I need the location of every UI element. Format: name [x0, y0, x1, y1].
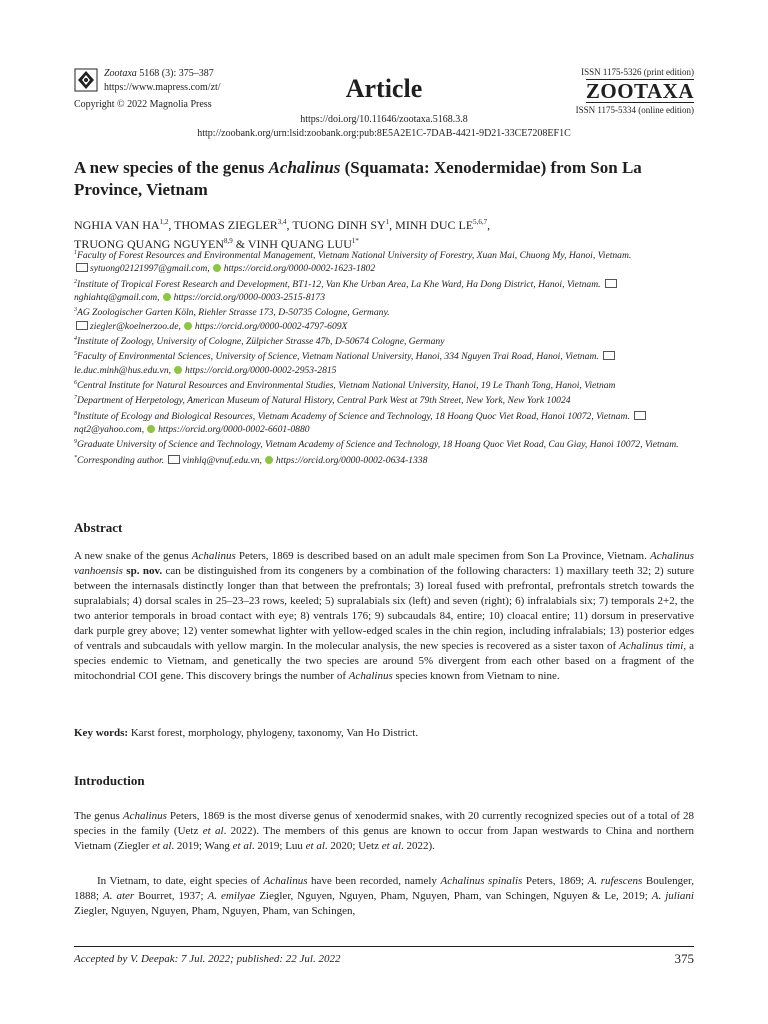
abstract-genus: Achalinus — [191, 550, 236, 562]
orcid-link[interactable]: https://orcid.org/0000-0002-4797-609X — [194, 320, 348, 332]
intro-genus: Achalinus — [122, 810, 167, 822]
author-name: MINH DUC LE — [395, 218, 474, 232]
intro-run: . 2019; Luu — [251, 840, 306, 852]
acceptance-note: Accepted by V. Deepak: 7 Jul. 2022; published: 22 Jul. 2022 — [74, 953, 341, 965]
title-genus: Achalinus — [268, 158, 341, 177]
intro-et-al: et al — [305, 840, 325, 852]
affiliation-2 — [74, 276, 694, 305]
affiliation-8 — [74, 408, 694, 437]
author-separator: , — [286, 218, 293, 232]
author-name: NGHIA VAN HA — [74, 218, 160, 232]
copyright-line: Copyright © 2022 Magnolia Press — [74, 99, 212, 110]
orcid-icon — [265, 456, 273, 464]
intro-species: A. ater — [103, 890, 135, 902]
email-icon — [76, 263, 88, 272]
email-link[interactable]: vinhlq@vnuf.edu.vn, — [182, 454, 262, 466]
intro-run: In Vietnam, to date, eight species of — [97, 875, 264, 887]
email-link[interactable]: ziegler@koelnerzoo.de, — [90, 320, 181, 332]
author-name: VINH QUANG LUU — [247, 237, 352, 251]
intro-et-al: et al — [232, 840, 252, 852]
intro-run: Boulenger, 1888; — [74, 875, 694, 902]
abstract-text — [74, 549, 694, 684]
affil-text: Institute of Zoology, University of Cologne, Zülpicher Strasse 47b, D-50674 Cologne, Germany — [77, 335, 445, 347]
author-affil-sup: 1* — [351, 237, 359, 245]
affil-text: Institute of Tropical Forest Research and Development, BT1-12, Van Khe Urban Area, La Khe Ward, Ha Dong District, Hanoi, Vietnam. — [77, 278, 601, 290]
corresponding-author — [74, 452, 694, 467]
journal-website-link[interactable]: https://www.mapress.com/zt/ — [104, 82, 221, 93]
affil-sup: 4 — [74, 335, 77, 342]
intro-genus: Achalinus — [263, 875, 308, 887]
email-icon — [603, 351, 615, 360]
intro-run: Ziegler, Nguyen, Nguyen, Pham, Nguyen, Pham, van Schingen, — [74, 905, 356, 917]
author-affil-sup: 1,2 — [159, 218, 169, 226]
affil-text: AG Zoologischer Garten Köln, Riehler Strasse 173, D-50735 Cologne, Germany. — [77, 307, 390, 319]
intro-run: . 2020; Uetz — [324, 840, 382, 852]
intro-run: Peters, 1869; — [522, 875, 588, 887]
affiliation-3 — [74, 304, 694, 319]
orcid-icon — [147, 425, 155, 433]
introduction-paragraph-1 — [74, 809, 694, 854]
article-links — [0, 113, 768, 141]
abstract-run: Peters, 1869 is described based on an adult male specimen from Son La Province, Vietnam. — [235, 550, 650, 562]
article-type-heading: Article — [345, 74, 423, 103]
abstract-species-timi: Achalinus timi — [619, 640, 684, 652]
orcid-icon — [213, 264, 221, 272]
intro-run: . 2019; Wang — [171, 840, 233, 852]
author-separator: , — [168, 218, 175, 232]
zoobank-link[interactable]: http://zoobank.org/urn:lsid:zoobank.org:pub:8E5A2E1C-7DAB-4421-9D21-33CE7208EF1C — [197, 128, 571, 139]
affiliation-4 — [74, 333, 694, 348]
author-separator: , — [389, 218, 396, 232]
intro-species: Achalinus spinalis — [440, 875, 523, 887]
orcid-icon — [174, 366, 182, 374]
issn-print: ISSN 1175-5326 (print edition) — [581, 67, 694, 77]
footer-rule — [74, 946, 694, 947]
journal-volume: 5168 (3): 375–387 — [139, 68, 214, 79]
intro-et-al: et al — [381, 840, 401, 852]
intro-run: . 2022). — [401, 840, 435, 852]
affil-text: Faculty of Forest Resources and Environmental Management, Vietnam National University of Forestry, Xuan Mai, Chuong My, Hanoi, Vietnam. — [77, 250, 632, 262]
title-text-2: (Squamata: Xenodermidae) from Son La Province, Vietnam — [74, 158, 642, 199]
intro-species: A. juliani — [651, 890, 694, 902]
keywords — [74, 726, 694, 741]
orcid-icon — [163, 293, 171, 301]
abstract-run: can be distinguished from its congeners by a combination of the following characters: 1) maxillary teeth 32; 2) suture between the internasals distinctly longer than that between the prefrontals; 3) loreal fused with prefrontal, prefrontals stretch towards the supralabials; 4) dorsal scales in 25–23–23 rows, keeled; 5) supralabials six (left) and seven (right); 6) infralabials six; 7) temporals 2+2, the two anterior temporals in broad contact with eye; 8) ventrals 176; 9) subcaudals 84, entire; 10) cloacal entire; 11) dorsum in preservative dark purple grey above; 12) venter somewhat lighter with yellow-edged scales in the chin region, including infralabials; 13) posterior edges of ventrals and subcaudals with yellow margin. In the molecular analysis, the new species is recovered as a sister taxon of — [74, 565, 694, 652]
keywords-label: Key words: — [74, 727, 129, 739]
intro-run: . 2022). The members of this genus are known to occur from Japan westwards to China and northern Vietnam (Ziegler — [74, 825, 694, 852]
affiliation-3-contact — [74, 320, 694, 333]
orcid-link[interactable]: https://orcid.org/0000-0002-2953-2815 — [185, 364, 337, 376]
abstract-species-name: Achalinus vanhoensis — [74, 550, 694, 577]
intro-species: A. emilyae — [207, 890, 256, 902]
intro-species: A. rufescens — [587, 875, 643, 887]
email-link[interactable]: le.duc.minh@hus.edu.vn, — [74, 364, 172, 376]
affil-text: Central Institute for Natural Resources and Environmental Studies, Vietnam National University, Hanoi, 19 Le Thanh Tong, Hanoi, Vietnam — [77, 379, 616, 391]
abstract-run: species known from Vietnam to nine. — [392, 670, 560, 682]
affil-sup: 3 — [74, 307, 77, 314]
abstract-heading: Abstract — [74, 520, 123, 535]
affil-text: Corresponding author. — [77, 454, 165, 466]
orcid-link[interactable]: https://orcid.org/0000-0002-0634-1338 — [275, 454, 428, 466]
affil-text: Graduate University of Science and Technology, Vietnam Academy of Science and Technology, 18 Hoang Quoc Viet Road, Cau Giay, Hanoi 10072, Vietnam. — [77, 439, 679, 451]
affil-text: Faculty of Environmental Sciences, University of Science, Vietnam National University, Hanoi, 334 Nguyen Trai Road, Hanoi, Vietnam. — [77, 351, 599, 363]
affiliation-7 — [74, 392, 694, 407]
affiliation-6 — [74, 377, 694, 392]
orcid-icon — [184, 322, 192, 330]
author-affil-sup: 8,9 — [224, 237, 233, 245]
intro-et-al: et al — [152, 840, 172, 852]
author-name: TUONG DINH SY — [292, 218, 386, 232]
affil-text: Department of Herpetology, American Museum of Natural History, Central Park West at 79th Street, New York, New York 10024 — [77, 395, 571, 407]
email-link[interactable]: nqt2@yahoo.com, — [74, 423, 145, 435]
affiliation-1 — [74, 247, 694, 262]
affil-sup: 5 — [74, 351, 77, 358]
journal-name: Zootaxa — [104, 68, 137, 79]
abstract-sp-nov: sp. nov. — [126, 565, 163, 577]
affil-sup: 9 — [74, 439, 77, 446]
author-separator: & — [232, 237, 248, 251]
affil-sup: 7 — [74, 395, 77, 402]
abstract-run: A new snake of the genus — [74, 550, 192, 562]
affil-sup: 6 — [74, 379, 77, 386]
affil-text: Institute of Ecology and Biological Resources, Vietnam Academy of Science and Technology, 18 Hoang Quoc Viet Road, Hanoi 10072, Vietnam. — [77, 410, 630, 422]
orcid-link[interactable]: https://orcid.org/0000-0002-1623-1802 — [223, 263, 376, 275]
affil-sup: 8 — [74, 410, 77, 417]
email-link[interactable]: nghiahtq@gmail.com, — [74, 291, 160, 303]
author-name: TRUONG QUANG NGUYEN — [74, 237, 224, 251]
zootaxa-logo: ZOOTAXA — [585, 79, 694, 103]
affil-sup: * — [74, 454, 77, 461]
introduction-paragraph-2 — [74, 874, 694, 919]
orcid-link[interactable]: https://orcid.org/0000-0002-6601-0880 — [158, 423, 310, 435]
author-affil-sup: 3,4 — [277, 218, 287, 226]
page-number: 375 — [674, 951, 694, 966]
affiliation-5 — [74, 348, 694, 377]
abstract-genus: Achalinus — [348, 670, 393, 682]
author-affil-sup: 5,6,7 — [473, 218, 488, 226]
title-text-1: A new species of the genus — [74, 158, 269, 177]
email-icon — [168, 455, 180, 464]
author-separator: , — [487, 218, 491, 232]
email-icon — [605, 279, 617, 288]
abstract-run: , a species endemic to Vietnam, and genetically the two species are around 5% divergent from each other based on a fragment of the mitochondrial COI gene. This discovery brings the number of — [74, 640, 694, 682]
intro-et-al: et al — [202, 825, 224, 837]
email-link[interactable]: sytuong02121997@gmail.com, — [90, 263, 210, 275]
affiliations — [74, 247, 694, 467]
affiliation-9 — [74, 436, 694, 451]
doi-link[interactable]: https://doi.org/10.11646/zootaxa.5168.3.8 — [300, 114, 468, 125]
author-affil-sup: 1 — [385, 218, 390, 226]
email-icon — [76, 321, 88, 330]
intro-run: The genus — [74, 810, 123, 822]
email-icon — [634, 411, 646, 420]
intro-run: Bourret, 1937; — [134, 890, 208, 902]
intro-run: Ziegler, Nguyen, Nguyen, Pham, Nguyen, Pham, van Schingen, Nguyen & Le, 2019; — [255, 890, 652, 902]
introduction-heading: Introduction — [74, 773, 145, 788]
issn-online: ISSN 1175-5334 (online edition) — [575, 105, 694, 115]
intro-run: Peters, 1869 is the most diverse genus of xenodermid snakes, with 20 currently recognized species out of a total of 28 species in the family (Uetz — [74, 810, 694, 837]
author-name: THOMAS ZIEGLER — [174, 218, 278, 232]
affil-sup: 2 — [74, 278, 77, 285]
keywords-text: Karst forest, morphology, phylogeny, taxonomy, Van Ho District. — [128, 727, 419, 739]
intro-run: have been recorded, namely — [307, 875, 441, 887]
issn-block — [514, 66, 694, 116]
orcid-link[interactable]: https://orcid.org/0000-0003-2515-8173 — [173, 291, 326, 303]
affiliation-1-contact — [74, 262, 694, 275]
paper-title — [74, 157, 694, 201]
affil-sup: 1 — [74, 250, 77, 256]
